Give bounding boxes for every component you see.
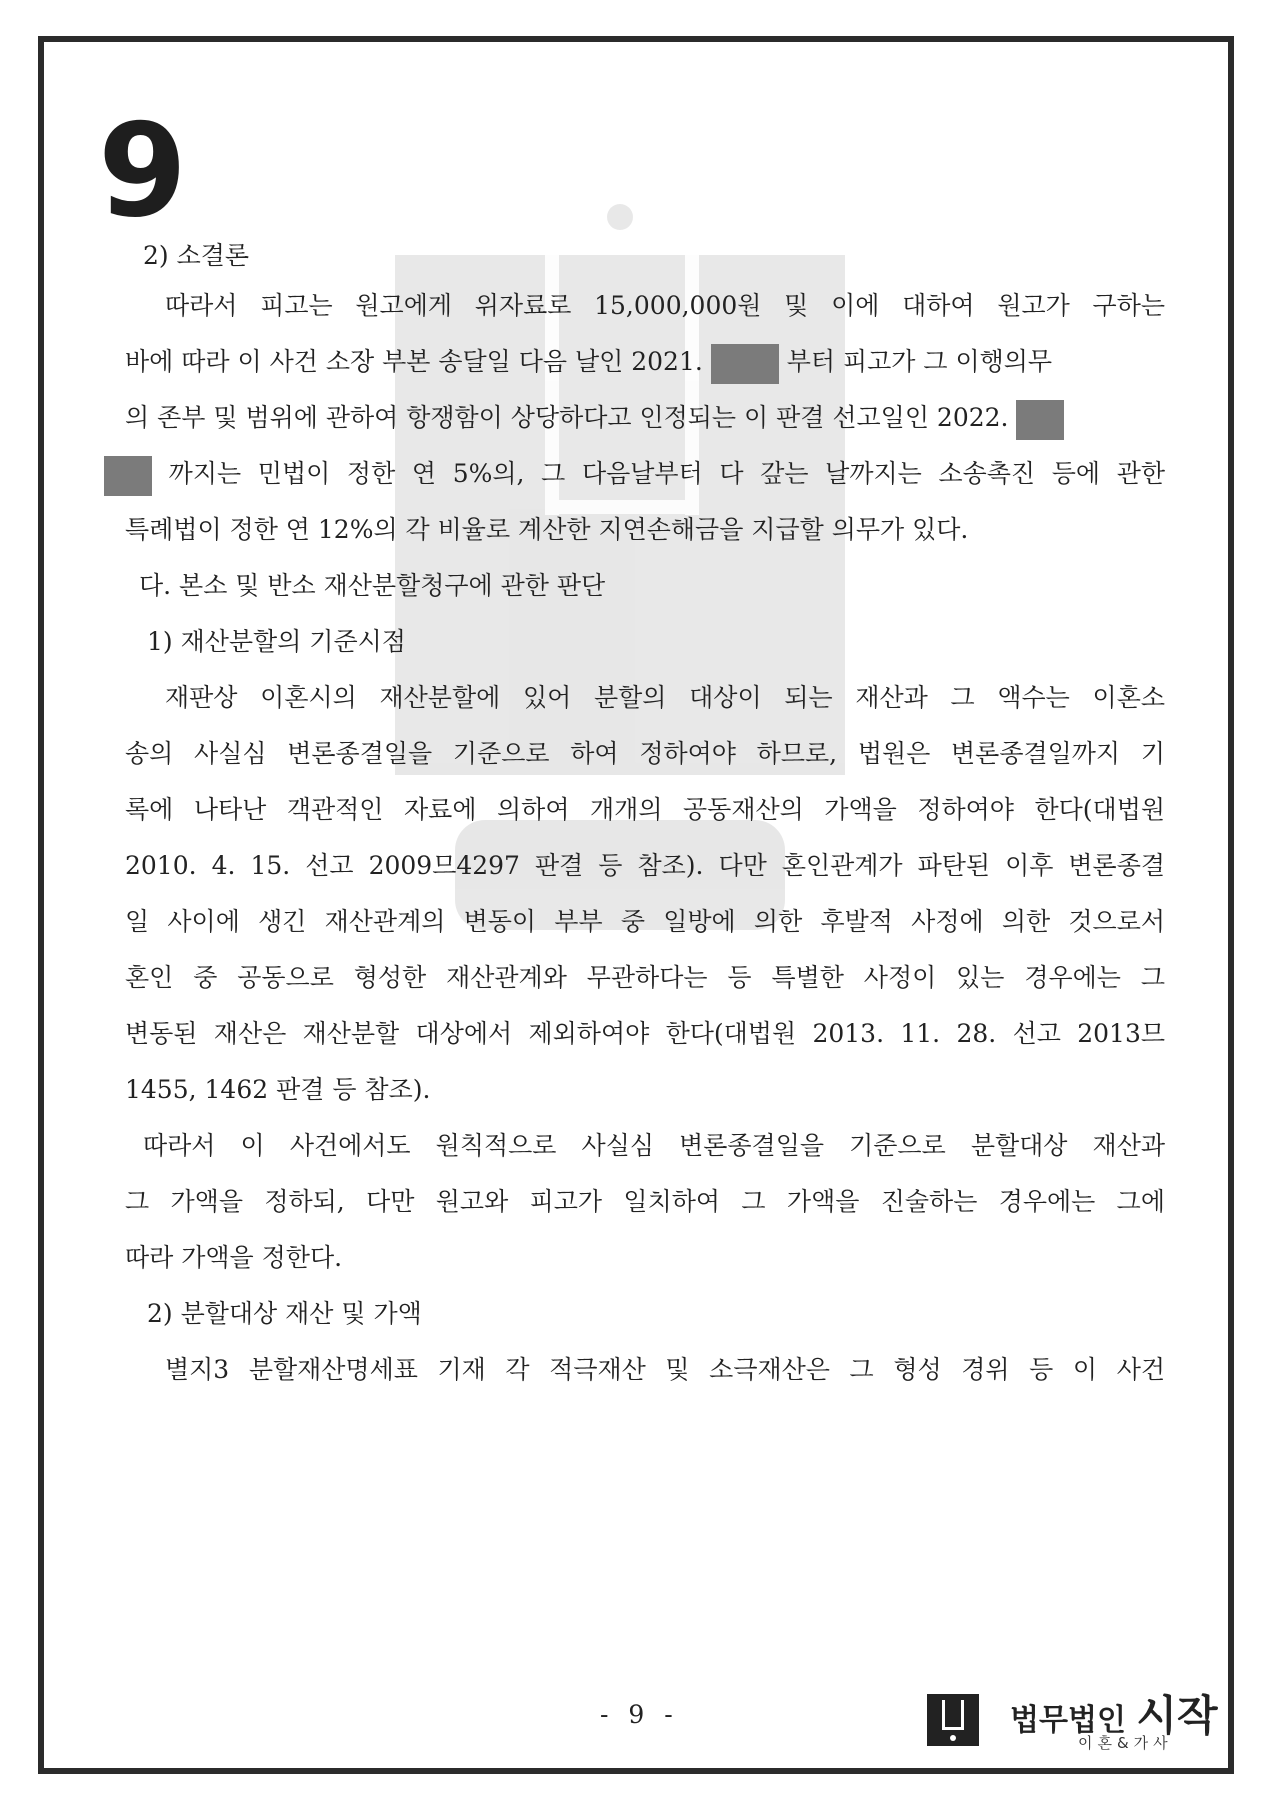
firm-brand: 시작 [1136,1691,1218,1740]
redaction-box [104,456,152,496]
body-line: 2010. 4. 15. 선고 2009므4297 판결 등 참조). 다만 혼인관계가 파탄된 이후 변론종결 [125,851,1165,880]
body-text-segment: 까지는 민법이 정한 연 5%의, 그 다음날부터 다 갚는 날까지는 소송촉진 등에 관한 [168,459,1165,488]
body-line: 별지3 분할재산명세표 기재 각 적극재산 및 소극재산은 그 형성 경위 등 이 사건 [165,1355,1165,1384]
body-line: 송의 사실심 변론종결일을 기준으로 하여 정하여야 하므로, 법원은 변론종결일까지 기 [125,739,1165,768]
firm-tagline: 이혼&가사 [1078,1734,1173,1752]
body-line: 특례법이 정한 연 12%의 각 비율로 계산한 지연손해금을 지급할 의무가 있다. [125,515,969,544]
body-line: 그 가액을 정하되, 다만 원고와 피고가 일치하여 그 가액을 진술하는 경우에는 그에 [125,1187,1165,1216]
redaction-box [711,344,779,384]
body-line: 따라 가액을 정한다. [125,1243,343,1272]
body-text-segment: 부터 피고가 그 이행의무 [786,347,1053,376]
body-line: 재판상 이혼시의 재산분할에 있어 분할의 대상이 되는 재산과 그 액수는 이혼소 [165,683,1165,712]
body-line: 변동된 재산은 재산분할 대상에서 제외하여야 한다(대법원 2013. 11. 28. 선고 2013므 [125,1019,1165,1048]
body-line: 1455, 1462 판결 등 참조). [125,1075,431,1104]
body-line-with-redaction [125,398,1165,440]
body-line-with-redaction [125,342,1165,384]
body-line: 혼인 중 공동으로 형성한 재산관계와 무관하다는 등 특별한 사정이 있는 경우에는 그 [125,963,1165,992]
heading-sub-conclusion: 2) 소결론 [143,241,250,270]
body-line: 록에 나타난 객관적인 자료에 의하여 개개의 공동재산의 가액을 정하여야 한다(대법원 [125,795,1165,824]
page-number: - 9 - [600,1700,679,1729]
body-line: 일 사이에 생긴 재산관계의 변동이 부부 중 일방에 의한 후발적 사정에 의한 것으로서 [125,907,1165,936]
body-line: 따라서 피고는 원고에게 위자료로 15,000,000원 및 이에 대하여 원고가 구하는 [165,291,1165,320]
firm-logo-icon [927,1694,979,1746]
body-text-segment: 바에 따라 이 사건 소장 부본 송달일 다음 날인 2021. [125,347,703,376]
body-line: 따라서 이 사건에서도 원칙적으로 사실심 변론종결일을 기준으로 분할대상 재산과 [143,1131,1165,1160]
redaction-box [1016,400,1064,440]
page-badge-number: 9 [98,97,188,246]
subsection-heading: 1) 재산분할의 기준시점 [147,627,406,656]
body-line-with-redaction [104,454,1165,496]
firm-name-text: 법무법인 [1010,1703,1126,1738]
body-text-segment: 의 존부 및 범위에 관하여 항쟁함이 상당하다고 인정되는 이 판결 선고일인 2022. [125,403,1009,432]
subsection-heading: 2) 분할대상 재산 및 가액 [147,1299,422,1328]
section-heading: 다. 본소 및 반소 재산분할청구에 관한 판단 [139,571,606,600]
